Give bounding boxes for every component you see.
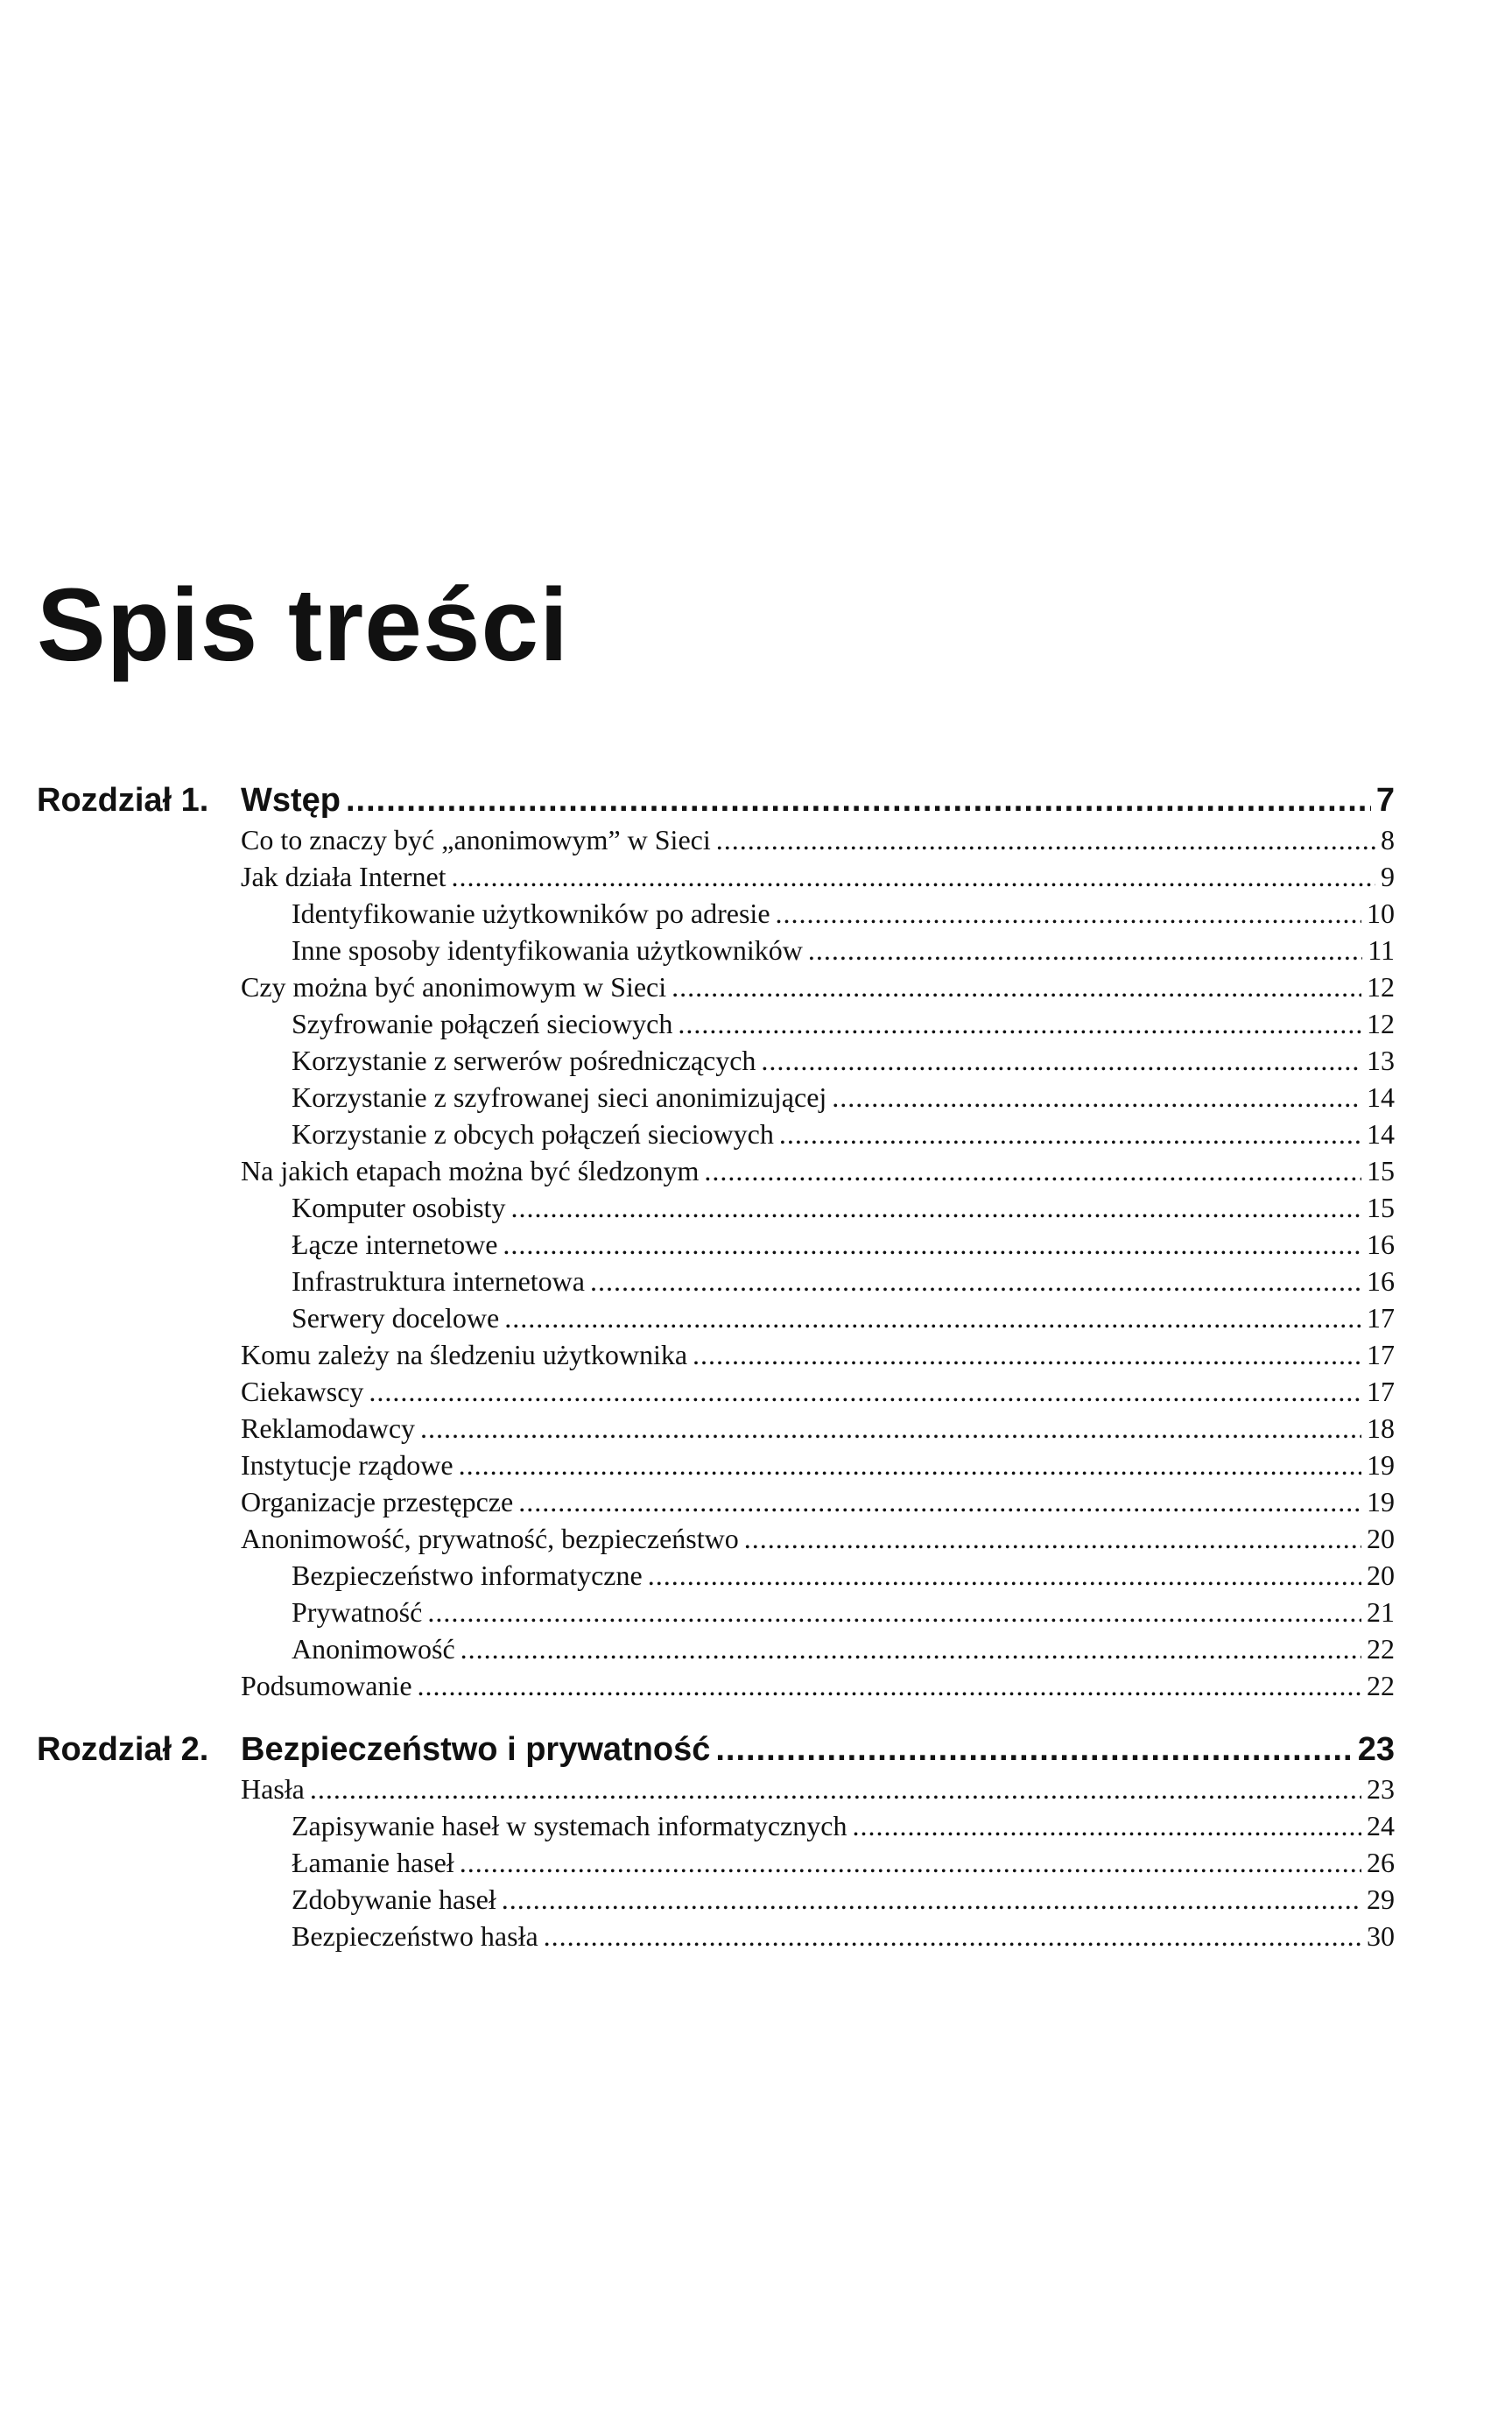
toc-entry[interactable] xyxy=(241,821,1395,858)
toc-entry[interactable] xyxy=(241,1152,1395,1189)
entry-page: 17 xyxy=(1367,1302,1395,1334)
entry-title: Komputer osobisty xyxy=(292,1192,506,1223)
entry-title: Jak działa Internet xyxy=(241,861,447,892)
entry-page: 30 xyxy=(1367,1920,1395,1952)
toc-subentry[interactable] xyxy=(292,1918,1395,1954)
toc-entry[interactable] xyxy=(241,968,1395,1005)
toc-subentry[interactable] xyxy=(292,932,1395,968)
dot-leader xyxy=(518,1483,1361,1520)
toc-subentry[interactable] xyxy=(292,1881,1395,1918)
chapter-page: 23 xyxy=(1357,1731,1395,1768)
entry-title: Reklamodawcy xyxy=(241,1412,416,1444)
entry-page: 18 xyxy=(1367,1412,1395,1444)
toc-subentry[interactable] xyxy=(292,1557,1395,1594)
entry-title: Instytucje rządowe xyxy=(241,1449,454,1481)
entry-title: Korzystanie z obcych połączeń sieciowych xyxy=(292,1118,774,1150)
entry-page: 16 xyxy=(1367,1265,1395,1297)
entry-page: 17 xyxy=(1367,1376,1395,1407)
toc-subentry[interactable] xyxy=(292,1226,1395,1263)
dot-leader xyxy=(761,1042,1361,1079)
chapter-title: Bezpieczeństwo i prywatność xyxy=(241,1731,711,1768)
entry-page: 24 xyxy=(1367,1810,1395,1841)
dot-leader xyxy=(420,1410,1361,1447)
entry-title: Bezpieczeństwo informatyczne xyxy=(292,1560,643,1591)
dot-leader xyxy=(779,1116,1361,1152)
toc-entry[interactable] xyxy=(241,1336,1395,1373)
chapter-page: 7 xyxy=(1375,782,1395,819)
entry-page: 22 xyxy=(1367,1670,1395,1701)
dot-leader xyxy=(776,895,1361,932)
dot-leader xyxy=(452,858,1375,895)
entry-title: Identyfikowanie użytkowników po adresie xyxy=(292,898,770,929)
entry-page: 17 xyxy=(1367,1339,1395,1370)
dot-leader xyxy=(369,1373,1361,1410)
entry-page: 26 xyxy=(1367,1847,1395,1878)
entry-page: 11 xyxy=(1368,934,1395,966)
toc-subentry[interactable] xyxy=(292,1116,1395,1152)
dot-leader xyxy=(427,1594,1361,1630)
toc-entry[interactable] xyxy=(241,1447,1395,1483)
entry-page: 20 xyxy=(1367,1523,1395,1554)
entry-page: 21 xyxy=(1367,1596,1395,1628)
entry-title: Łamanie haseł xyxy=(292,1847,454,1878)
entry-page: 19 xyxy=(1367,1449,1395,1481)
entry-page: 16 xyxy=(1367,1229,1395,1260)
entry-title: Infrastruktura internetowa xyxy=(292,1265,585,1297)
dot-leader xyxy=(459,1447,1361,1483)
dot-leader xyxy=(808,932,1362,968)
dot-leader xyxy=(504,1299,1361,1336)
toc-subentry[interactable] xyxy=(292,1630,1395,1667)
dot-leader xyxy=(544,1918,1361,1954)
entry-page: 14 xyxy=(1367,1081,1395,1113)
entry-page: 12 xyxy=(1367,1008,1395,1039)
toc-entry[interactable] xyxy=(241,1520,1395,1557)
entry-title: Czy można być anonimowym w Sieci xyxy=(241,971,667,1003)
entry-title: Inne sposoby identyfikowania użytkowników xyxy=(292,934,803,966)
entry-title: Serwery docelowe xyxy=(292,1302,500,1334)
entry-title: Zdobywanie haseł xyxy=(292,1883,496,1915)
dot-leader xyxy=(744,1520,1361,1557)
entry-title: Zapisywanie haseł w systemach informatycznych xyxy=(292,1810,847,1841)
page-title: Spis treści xyxy=(37,567,569,683)
toc-subentry[interactable] xyxy=(292,1594,1395,1630)
entry-title: Korzystanie z szyfrowanej sieci anonimizującej xyxy=(292,1081,827,1113)
entry-page: 13 xyxy=(1367,1045,1395,1076)
entry-page: 22 xyxy=(1367,1633,1395,1665)
entry-page: 12 xyxy=(1367,971,1395,1003)
dot-leader xyxy=(716,821,1375,858)
toc-subentry[interactable] xyxy=(292,1807,1395,1844)
dot-leader xyxy=(510,1189,1361,1226)
entry-title: Anonimowość, prywatność, bezpieczeństwo xyxy=(241,1523,739,1554)
toc-subentry[interactable] xyxy=(292,895,1395,932)
toc-entry[interactable] xyxy=(241,1483,1395,1520)
dot-leader xyxy=(678,1005,1361,1042)
dot-leader xyxy=(715,1727,1352,1772)
dot-leader xyxy=(852,1807,1361,1844)
chapter-heading[interactable] xyxy=(241,778,1395,823)
toc-entry[interactable] xyxy=(241,1373,1395,1410)
entry-title: Co to znaczy być „anonimowym” w Sieci xyxy=(241,824,711,855)
toc-subentry[interactable] xyxy=(292,1844,1395,1881)
dot-leader xyxy=(502,1881,1361,1918)
toc-entry[interactable] xyxy=(241,1667,1395,1704)
toc-subentry[interactable] xyxy=(292,1189,1395,1226)
entry-page: 9 xyxy=(1381,861,1395,892)
dot-leader xyxy=(672,968,1361,1005)
entry-title: Na jakich etapach można być śledzonym xyxy=(241,1155,700,1186)
dot-leader xyxy=(832,1079,1361,1116)
dot-leader xyxy=(503,1226,1361,1263)
entry-page: 23 xyxy=(1367,1773,1395,1805)
dot-leader xyxy=(346,778,1371,823)
entry-page: 14 xyxy=(1367,1118,1395,1150)
dot-leader xyxy=(693,1336,1361,1373)
toc-subentry[interactable] xyxy=(292,1005,1395,1042)
entry-title: Łącze internetowe xyxy=(292,1229,498,1260)
entry-title: Organizacje przestępcze xyxy=(241,1486,514,1517)
chapter-title: Wstęp xyxy=(241,782,341,819)
dot-leader xyxy=(418,1667,1361,1704)
toc-entry[interactable] xyxy=(241,858,1395,895)
entry-title: Ciekawscy xyxy=(241,1376,364,1407)
entry-title: Korzystanie z serwerów pośredniczących xyxy=(292,1045,756,1076)
dot-leader xyxy=(310,1771,1361,1807)
entry-page: 29 xyxy=(1367,1883,1395,1915)
entry-title: Komu zależy na śledzeniu użytkownika xyxy=(241,1339,688,1370)
dot-leader xyxy=(648,1557,1361,1594)
toc-subentry[interactable] xyxy=(292,1299,1395,1336)
entry-page: 10 xyxy=(1367,898,1395,929)
entry-title: Anonimowość xyxy=(292,1633,455,1665)
entry-title: Prywatność xyxy=(292,1596,423,1628)
entry-title: Bezpieczeństwo hasła xyxy=(292,1920,538,1952)
chapter-label: Rozdział 1. xyxy=(37,782,209,819)
chapter-label: Rozdział 2. xyxy=(37,1731,209,1768)
entry-page: 8 xyxy=(1381,824,1395,855)
entry-title: Hasła xyxy=(241,1773,305,1805)
toc-subentry[interactable] xyxy=(292,1079,1395,1116)
toc-entry[interactable] xyxy=(241,1771,1395,1807)
entry-page: 20 xyxy=(1367,1560,1395,1591)
entry-page: 15 xyxy=(1367,1192,1395,1223)
entry-page: 19 xyxy=(1367,1486,1395,1517)
chapter-heading[interactable] xyxy=(241,1727,1395,1772)
dot-leader xyxy=(704,1152,1361,1189)
dot-leader xyxy=(590,1263,1361,1299)
toc-entry[interactable] xyxy=(241,1410,1395,1447)
entry-title: Podsumowanie xyxy=(241,1670,412,1701)
entry-title: Szyfrowanie połączeń sieciowych xyxy=(292,1008,673,1039)
toc-subentry[interactable] xyxy=(292,1263,1395,1299)
toc-subentry[interactable] xyxy=(292,1042,1395,1079)
dot-leader xyxy=(460,1844,1361,1881)
dot-leader xyxy=(461,1630,1361,1667)
entry-page: 15 xyxy=(1367,1155,1395,1186)
